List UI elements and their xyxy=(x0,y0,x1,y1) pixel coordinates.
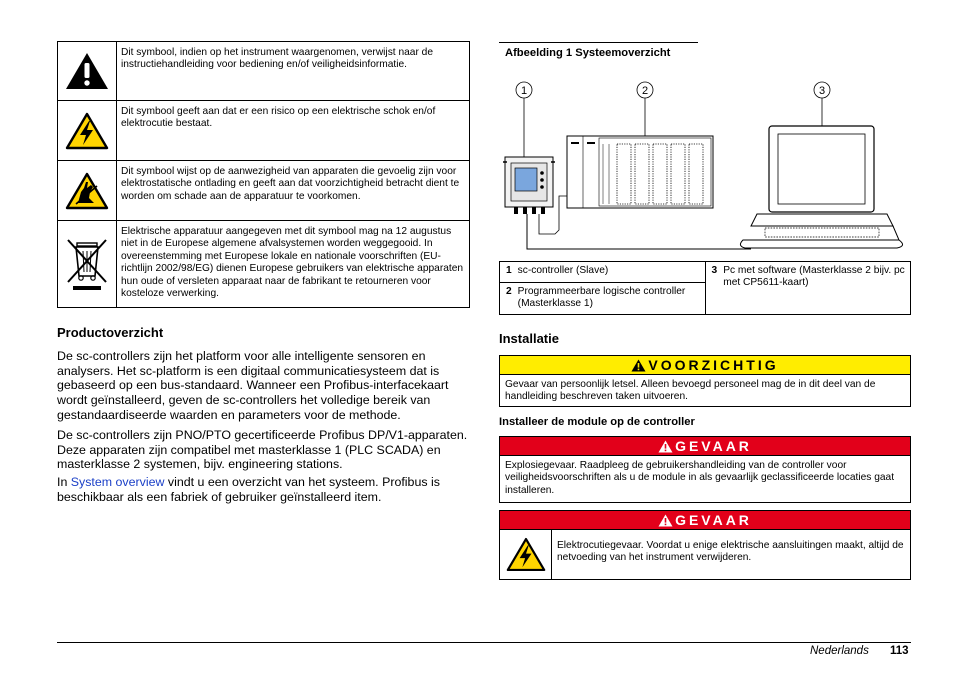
caution-box xyxy=(499,355,911,407)
subheading-install-module: Installeer de module op de controller xyxy=(499,416,695,428)
symbol-row xyxy=(58,221,470,308)
section-heading-installatie: Installatie xyxy=(499,331,559,346)
paragraph-text: vindt u een overzicht van het systeem. Profibus is beschikbaar als een fabriek of gebruiker geïnstalleerd item. xyxy=(57,475,440,504)
caution-text: Gevaar van persoonlijk letsel. Alleen bevoegd personeel mag de in dit deel van de handleiding beschreven taken uitvoeren. xyxy=(505,379,876,403)
paragraph xyxy=(57,475,470,504)
paragraph: De sc-controllers zijn het platform voor alle intelligente sensoren en analysers. Het sc-platform is een digitaal communicatiesysteem dat is gebaseerd op een bus-standaard. Wanneer een Profibus-interfacekaart wordt geïnstalleerd, geven de sc-controllers het volledige bereik van gestandaardiseerde waarden en parameters voor de methode. xyxy=(57,349,449,422)
legend-cell: 2 Programmeerbare logische controller (Masterklasse 1) xyxy=(500,283,706,315)
callout-3 xyxy=(814,82,830,126)
symbol-description: Elektrische apparatuur aangegeven met dit symbool mag na 12 augustus niet in de Europese algemene afvalsystemen worden weggegooid. In overeenstemming met Europese lokale en nationale voorschriften (EU-richtlijn 2002/98/EG) dienen Europese gebruikers van elektrische apparaten hun oude of versleten apparaat naar de fabrikant te retourneren voor kosteloze verwerking. xyxy=(117,221,470,308)
symbol-row xyxy=(58,161,470,221)
callout-1 xyxy=(516,82,532,158)
symbol-table xyxy=(57,41,470,308)
sc-controller-drawing xyxy=(503,157,555,214)
weee-crossed-bin-icon xyxy=(64,236,110,292)
system-overview-link[interactable]: System overview xyxy=(70,475,165,489)
danger-box-explosion xyxy=(499,436,911,503)
symbol-description: Dit symbool wijst op de aanwezigheid van apparaten die gevoelig zijn voor elektrostatische ontlading en geeft aan dat voorzichtigheid betracht dient te worden om schade aan de apparatuur te voorkomen. xyxy=(117,161,470,221)
danger-header: GEVAAR xyxy=(500,437,910,456)
danger-text: Elektrocutiegevaar. Voordat u enige elektrische aansluitingen maakt, altijd de netvoeding van het instrument verwijderen. xyxy=(557,540,904,564)
figure-rule xyxy=(499,42,698,43)
danger-box-electrocution xyxy=(499,510,911,580)
svg-text:1: 1 xyxy=(520,85,528,97)
paragraph: De sc-controllers zijn PNO/PTO gecertificeerde Profibus DP/V1-apparaten. Deze apparaten zijn compatibel met masterklasse 1 (PLC SCADA) en masterklasse 2 systemen, bijv. engineering stations. xyxy=(57,428,468,472)
plc-drawing xyxy=(567,136,713,208)
legend-cell: 1 sc-controller (Slave) xyxy=(500,262,706,283)
legend-cell: 3 Pc met software (Masterklasse 2 bijv. pc met CP5611-kaart) xyxy=(705,262,910,315)
page-number: 113 xyxy=(890,645,909,657)
general-warning-icon xyxy=(64,51,110,91)
symbol-row xyxy=(58,42,470,101)
symbol-description: Dit symbool, indien op het instrument waargenomen, verwijst naar de instructiehandleiding voor bediening en/of veiligheidsinformatie. xyxy=(117,42,470,101)
svg-text:2: 2 xyxy=(641,85,649,97)
paragraph-text: In xyxy=(57,475,71,489)
caution-header: VOORZICHTIG xyxy=(500,356,910,375)
footer-language: Nederlands xyxy=(810,645,869,657)
symbol-row xyxy=(58,101,470,161)
footer-rule xyxy=(57,642,911,643)
symbol-description: Dit symbool geeft aan dat er een risico op een elektrische schok en/of elektrocutie bestaat. xyxy=(117,101,470,161)
warning-triangle-icon xyxy=(658,514,673,527)
svg-text:3: 3 xyxy=(818,85,826,97)
section-heading-productoverzicht: Productoverzicht xyxy=(57,325,164,340)
esd-icon xyxy=(65,172,109,210)
system-overview-diagram xyxy=(499,70,911,256)
figure-caption: Afbeelding 1 Systeemoverzicht xyxy=(505,47,671,59)
electric-shock-icon xyxy=(65,112,109,150)
legend-row xyxy=(500,262,911,283)
danger-text: Explosiegevaar. Raadpleeg de gebruikershandleiding van de controller voor veiligheidsvoorschriften als u de module in als gevaarlijk geclassificeerde locaties gaat installeren. xyxy=(505,460,895,496)
warning-triangle-icon xyxy=(631,359,646,372)
warning-triangle-icon xyxy=(658,440,673,453)
figure-legend-table xyxy=(499,261,911,315)
electric-shock-icon xyxy=(506,537,546,572)
pc-drawing xyxy=(740,126,902,248)
danger-header: GEVAAR xyxy=(500,511,910,530)
callout-2 xyxy=(637,82,653,136)
